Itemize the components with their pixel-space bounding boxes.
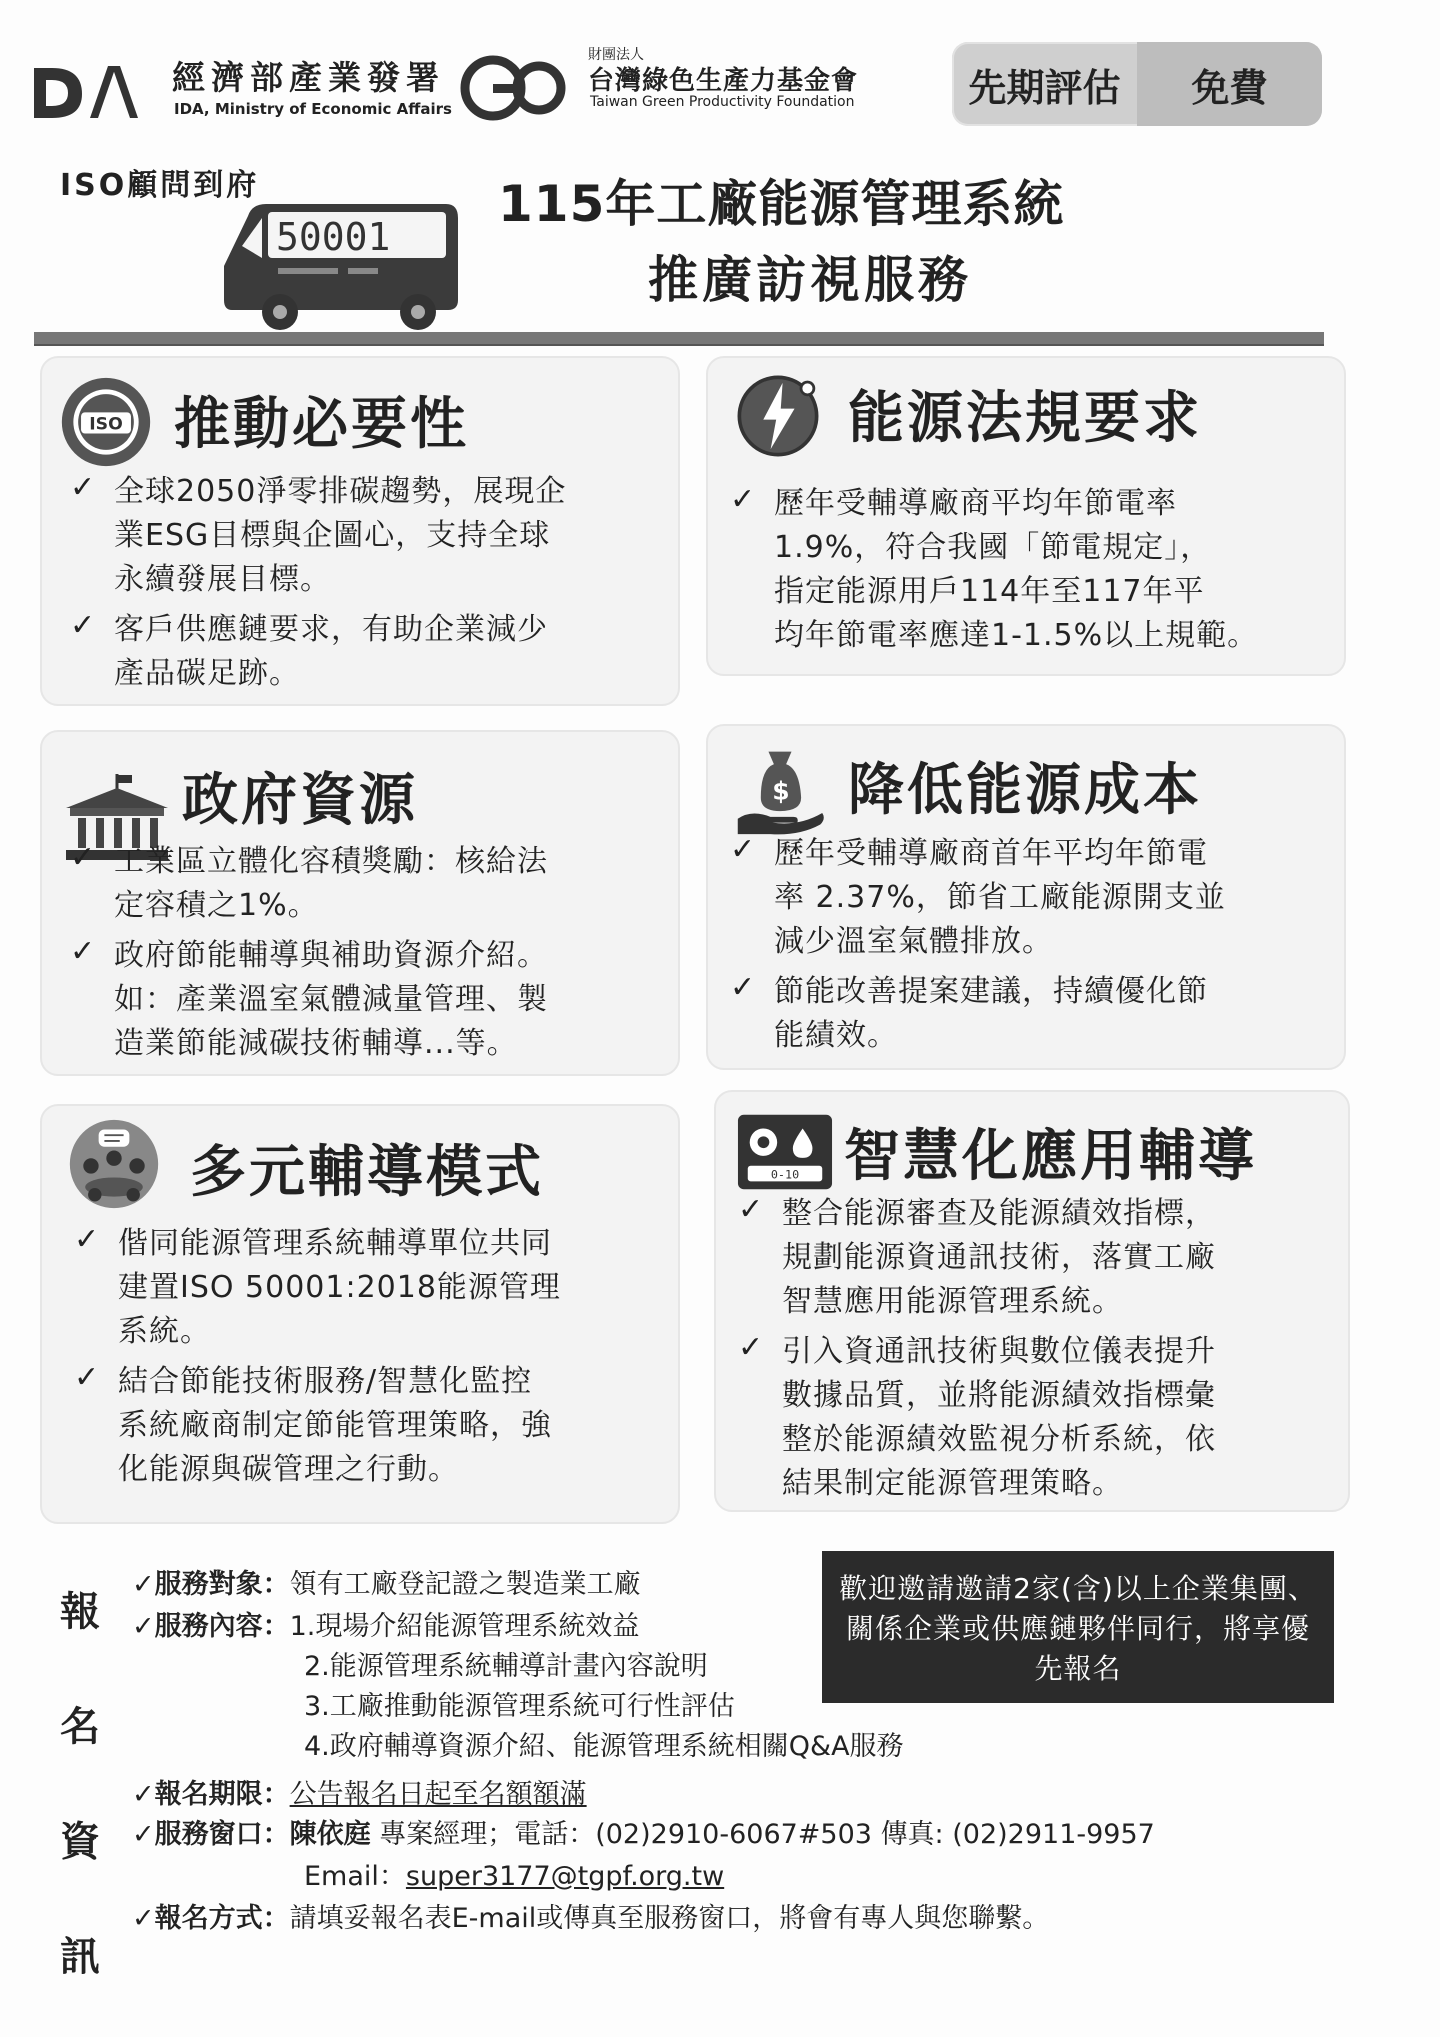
foundation-name: 台灣綠色生產力基金會	[588, 66, 859, 96]
meeting-icon	[66, 1116, 162, 1212]
check-icon: ✓	[70, 470, 96, 505]
lightning-icon	[732, 370, 824, 462]
main-title-line1: 115年工廠能源管理系統	[498, 175, 1065, 233]
check-icon: ✓	[730, 970, 756, 1005]
check-icon: ✓	[70, 608, 96, 643]
list-item: ✓ 歷年受輔導廠商首年平均年節電 率 2.37%，節省工廠能源開支並 減少溫室氣體排放。	[730, 832, 1226, 959]
panel-title: 推動必要性	[174, 392, 469, 457]
panel-regulation	[706, 356, 1346, 676]
contact-email: Email：super3177@tgpf.org.tw	[304, 1861, 725, 1892]
panel-smart	[714, 1090, 1350, 1512]
svg-text:0-10: 0-10	[770, 1167, 800, 1182]
registration-period: ✓報名期限：公告報名日起至名額額滿	[132, 1779, 587, 1810]
main-title-line2: 推廣訪視服務	[648, 251, 972, 309]
registration-char: 報	[60, 1589, 100, 1635]
registration-char: 資	[60, 1819, 100, 1865]
check-icon: ✓	[74, 1360, 100, 1395]
panel-necessity	[40, 356, 680, 706]
title-divider	[34, 332, 1324, 346]
service-content-item: 4.政府輔導資源介紹、能源管理系統相關Q&A服務	[304, 1731, 904, 1762]
registration-char: 名	[60, 1704, 100, 1750]
panel-government	[40, 730, 680, 1076]
panel-title: 多元輔導模式	[190, 1140, 544, 1205]
iso-icon	[58, 374, 154, 470]
list-item: ✓ 全球2050淨零排碳趨勢，展現企 業ESG目標與企圖心，支持全球 永續發展目標。	[70, 470, 567, 597]
iso-visit-label: ISO顧問到府	[60, 168, 260, 203]
check-icon: ✓	[70, 934, 96, 969]
list-item: ✓ 引入資通訊技術與數位儀表提升 數據品質，並將能源績效指標彙 整於能源績效監視分析系統，依 結果制定能源管理策略。	[738, 1330, 1216, 1501]
check-icon: ✓	[730, 482, 756, 517]
foundation-type: 財團法人	[588, 47, 644, 63]
service-target: ✓服務對象：領有工廠登記證之製造業工廠	[132, 1569, 641, 1600]
check-icon: ✓	[738, 1192, 764, 1227]
ida-logo	[30, 58, 140, 122]
registration-method: ✓報名方式：請填妥報名表E-mail或傳真至服務窗口，將會有專人與您聯繫。	[132, 1903, 1050, 1934]
service-window: ✓服務窗口：陳依庭 專案經理；電話：(02)2910-6067#503 傳真: (02)2911-9957	[132, 1819, 1155, 1850]
list-item: ✓ 偕同能源管理系統輔導單位共同 建置ISO 50001:2018能源管理 系統。	[74, 1222, 561, 1349]
list-item: ✓ 客戶供應鏈要求，有助企業減少 產品碳足跡。	[70, 608, 548, 691]
badge-assessment: 先期評估	[968, 65, 1121, 110]
invite-notice: 歡迎邀請邀請2家(含)以上企業集團、關係企業或供應鏈夥伴同行，將享優先報名	[822, 1551, 1334, 1703]
list-item: ✓ 整合能源審查及能源績效指標， 規劃能源資通訊技術，落實工廠 智慧應用能源管理系統。	[738, 1192, 1216, 1319]
service-content: ✓服務內容：1.現場介紹能源管理系統效益	[132, 1611, 640, 1642]
service-content-item: 3.工廠推動能源管理系統可行性評估	[304, 1691, 735, 1722]
list-item: ✓ 節能改善提案建議，持續優化節 能績效。	[730, 970, 1208, 1053]
svg-text:$: $	[772, 776, 790, 806]
tgpf-logo	[455, 46, 570, 126]
check-icon: ✓	[730, 832, 756, 867]
free-assessment-badge	[952, 42, 1322, 126]
list-item: ✓ 歷年受輔導廠商平均年節電率 1.9%，符合我國「節電規定」， 指定能源用戶114年至117年平 均年節電率應達1-1.5%以上規範。	[730, 482, 1259, 653]
check-icon: ✓	[74, 1222, 100, 1257]
money-bag-icon	[732, 742, 828, 838]
ministry-name: 經濟部產業發署	[172, 58, 445, 97]
panel-title: 政府資源	[182, 768, 418, 833]
list-item: ✓ 政府節能輔導與補助資源介紹。 如：產業溫室氣體減量管理、製 造業節能減碳技術輔導...等。	[70, 934, 548, 1061]
panel-cost	[706, 724, 1346, 1070]
foundation-name-en: Taiwan Green Productivity Foundation	[590, 94, 855, 110]
smart-meter-icon	[736, 1112, 834, 1192]
ministry-name-en: IDA, Ministry of Economic Affairs	[174, 100, 452, 118]
check-icon: ✓	[70, 840, 96, 875]
registration-heading	[60, 1580, 120, 1982]
panel-guidance	[40, 1104, 680, 1524]
registration-char: 訊	[60, 1934, 100, 1980]
svg-text:ISO: ISO	[89, 414, 123, 435]
panel-title: 智慧化應用輔導	[844, 1124, 1257, 1189]
truck-number: 50001	[276, 215, 391, 259]
list-item: ✓ 結合節能技術服務/智慧化監控 系統廠商制定節能管理策略，強 化能源與碳管理之行動。	[74, 1360, 552, 1487]
service-content-item: 2.能源管理系統輔導計畫內容說明	[304, 1651, 708, 1682]
panel-title: 能源法規要求	[848, 386, 1202, 451]
truck-icon	[218, 196, 466, 332]
panel-title: 降低能源成本	[848, 758, 1202, 823]
badge-free: 免費	[1137, 42, 1322, 126]
email-link[interactable]: super3177@tgpf.org.tw	[405, 1861, 725, 1892]
check-icon: ✓	[738, 1330, 764, 1365]
list-item: ✓ 工業區立體化容積獎勵：核給法 定容積之1%。	[70, 840, 548, 923]
